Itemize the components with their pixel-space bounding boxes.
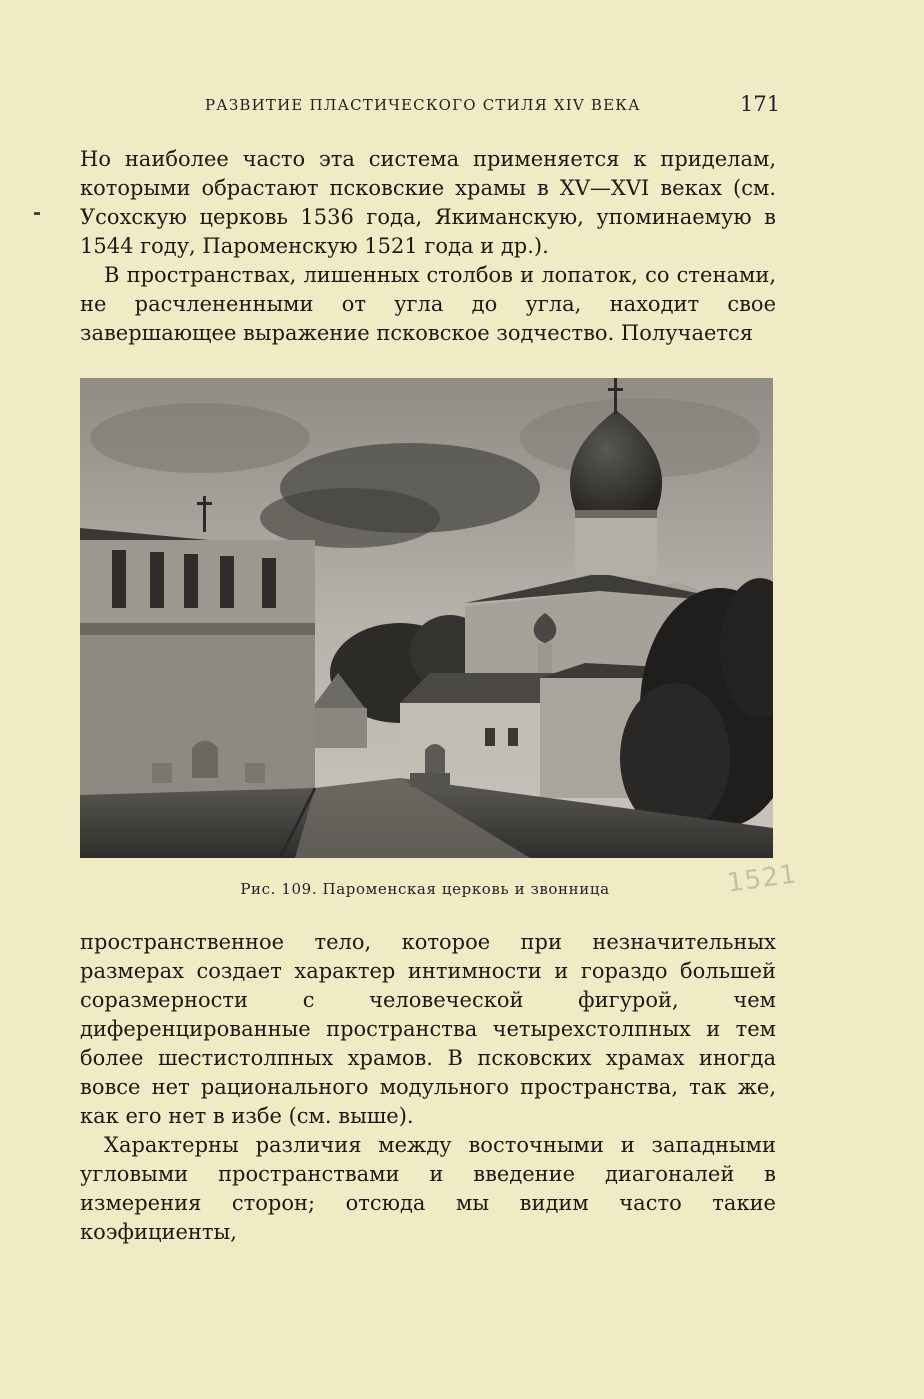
body-text-bottom	[80, 928, 776, 1247]
paragraph: Но наиболее часто эта система применяется к приделам, которыми обрастают псковские храмы в XV—XVI веках (см. Усохскую церковь 1536 года, Якиманскую, упоминаемую в 1544 году, Пароменскую 1521 года и др.).	[80, 147, 776, 258]
photo-illustration	[80, 378, 773, 858]
paragraph: В пространствах, лишенных столбов и лопаток, со стенами, не расчлененными от угла до угла, находит свое завершающее выражение псковское зодчество. Получается	[80, 263, 776, 345]
body-text-top	[80, 145, 776, 348]
paragraph: Характерны различия между восточными и западными угловыми пространствами и введение диагоналей в измерения сторон; отсюда мы видим часто такие коэфициенты,	[80, 1133, 776, 1244]
running-head: РАЗВИТИЕ ПЛАСТИЧЕСКОГО СТИЛЯ XIV ВЕКА	[205, 96, 641, 114]
margin-mark	[34, 212, 40, 215]
church-photograph	[80, 378, 773, 858]
paragraph: пространственное тело, которое при незначительных размерах создает характер интимности и гораздо большей соразмерности с человеческой фигурой, чем диференцированные пространства четырехстолпных и тем более шестистолпных храмов. В псковских храмах иногда вовсе нет рационального модульного пространства, так же, как его нет в избе (см. выше).	[80, 930, 776, 1128]
pencil-margin-note: 1521	[725, 859, 799, 899]
page-number: 171	[740, 92, 781, 116]
figure-caption: Рис. 109. Пароменская церковь и звонница	[240, 880, 610, 898]
